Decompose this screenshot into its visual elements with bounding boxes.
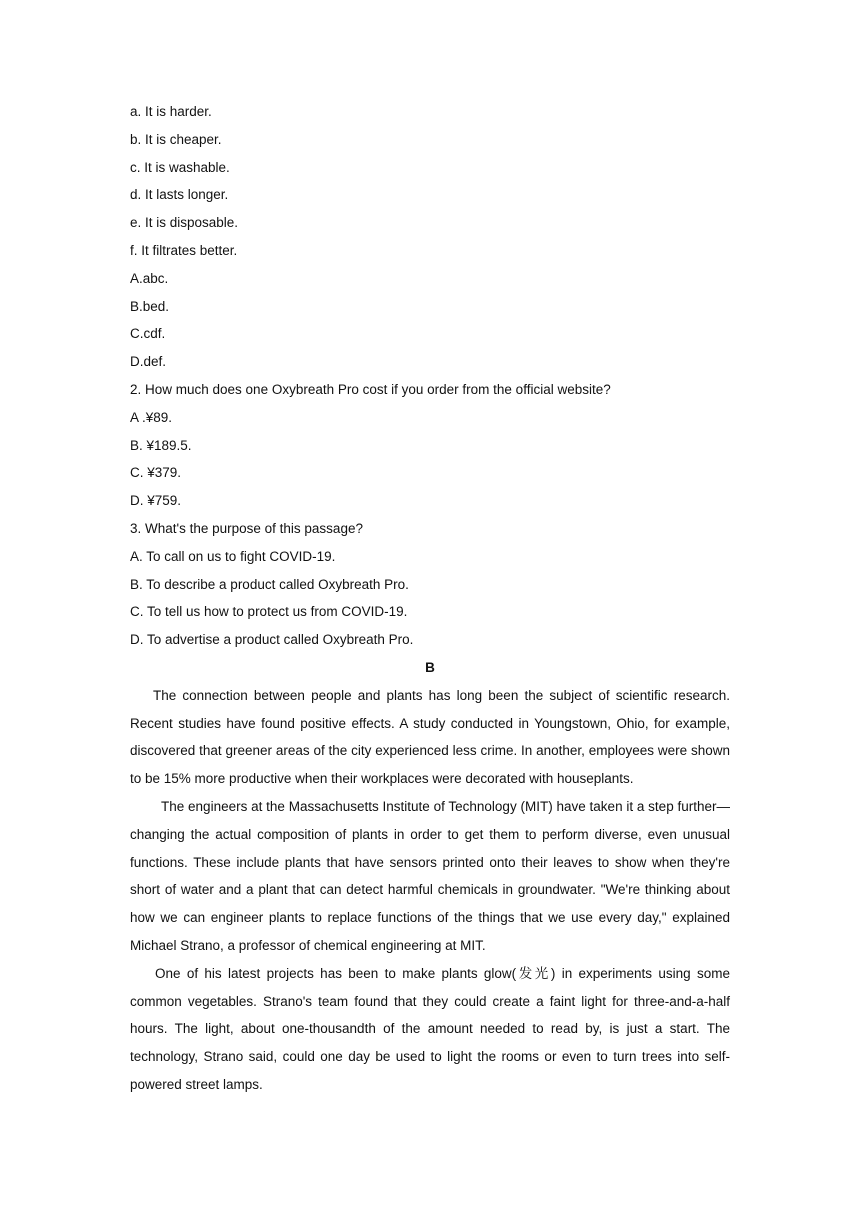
option-d: d. It lasts longer. [130, 187, 229, 203]
option-f: f. It filtrates better. [130, 242, 238, 258]
option-c: c. It is washable. [130, 159, 230, 175]
option-e: e. It is disposable. [130, 215, 239, 231]
q3-choice-b: B. To describe a product called Oxybreath Pro. [130, 576, 409, 592]
q2-choice-c: C. ¥379. [130, 465, 182, 481]
q2-choice-a: A .¥89. [130, 409, 173, 425]
q2-question: 2. How much does one Oxybreath Pro cost if you order from the official website? [130, 381, 611, 397]
q3-choice-a: A. To call on us to fight COVID-19. [130, 548, 336, 564]
q3-question: 3. What's the purpose of this passage? [130, 520, 363, 536]
q1-choice-d: D.def. [130, 354, 167, 370]
option-b: b. It is cheaper. [130, 131, 222, 147]
question-3 [130, 515, 730, 654]
q3-choice-c: C. To tell us how to protect us from COVID-19. [130, 604, 408, 620]
document-page [130, 98, 730, 1099]
q1-choice-a: A.abc. [130, 270, 169, 286]
section-b-paragraph-2: The engineers at the Massachusetts Institute of Technology (MIT) have taken it a step further— changing the actual composition of plants in order to get them to perform diverse, even unusual functions. These include plants that have sensors printed onto their leaves to show when they're short of water and a plant that can detect harmful chemicals in groundwater. "We're thinking about how we can engineer plants to replace functions of the things that we use every day," explained Michael Strano, a professor of chemical engineering at MIT. [130, 798, 730, 953]
q2-choice-d: D. ¥759. [130, 493, 182, 509]
q1-options [130, 98, 730, 376]
q2-choice-b: B. ¥189.5. [130, 437, 192, 453]
q3-choice-d: D. To advertise a product called Oxybreath Pro. [130, 632, 414, 648]
option-a: a. It is harder. [130, 104, 212, 119]
section-b-paragraph-3: One of his latest projects has been to make plants glow(发光) in experiments using some common vegetables. Strano's team found that they could create a faint light for three-and-a-half hours. The light, about one-thousandth of the amount needed to read by, is just a start. The technology, Strano said, could one day be used to light the rooms or even to turn trees into self-powered street lamps. [130, 965, 730, 1092]
q1-choice-b: B.bed. [130, 298, 170, 314]
section-b-paragraph-1: The connection between people and plants has long been the subject of scientific research. Recent studies have found positive effects. A study conducted in Youngstown, Ohio, for example, discovered that greener areas of the city experienced less crime. In another, employees were shown to be 15% more productive when their workplaces were decorated with houseplants. [130, 687, 730, 787]
section-b-title: B [425, 659, 435, 675]
question-2 [130, 376, 730, 515]
q1-choice-c: C.cdf. [130, 326, 166, 342]
